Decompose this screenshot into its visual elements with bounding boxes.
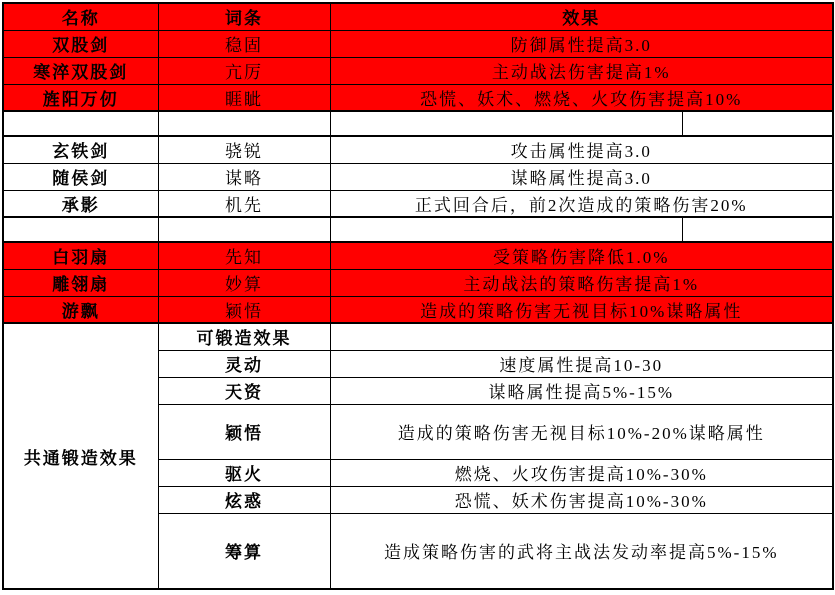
cell-entry: 灵动 — [158, 350, 330, 377]
cell-effect: 燃烧、火攻伤害提高10%-30% — [330, 459, 833, 486]
empty-cell — [330, 217, 682, 242]
cell-effect: 攻击属性提高3.0 — [330, 136, 833, 163]
cell-entry: 睚眦 — [158, 84, 330, 111]
cell-effect: 主动战法伤害提高1% — [330, 57, 833, 84]
empty-cell — [3, 111, 158, 136]
cell-entry: 亢厉 — [158, 57, 330, 84]
cell-effect: 主动战法的策略伤害提高1% — [330, 269, 833, 296]
cell-entry: 机先 — [158, 190, 330, 217]
cell-entry: 颖悟 — [158, 296, 330, 323]
cell-effect: 恐慌、妖术、燃烧、火攻伤害提高10% — [330, 84, 833, 111]
empty-cell — [330, 323, 833, 350]
cell-entry: 骁锐 — [158, 136, 330, 163]
cell-name: 雕翎扇 — [3, 269, 158, 296]
table-header-row — [3, 3, 833, 30]
cell-name: 旌阳万仞 — [3, 84, 158, 111]
cell-name: 寒淬双股剑 — [3, 57, 158, 84]
cell-entry: 先知 — [158, 242, 330, 269]
cell-effect: 恐慌、妖术伤害提高10%-30% — [330, 486, 833, 513]
cell-entry: 谋略 — [158, 163, 330, 190]
cell-entry: 稳固 — [158, 30, 330, 57]
cell-name: 白羽扇 — [3, 242, 158, 269]
header-effect: 效果 — [330, 3, 833, 30]
separator-row — [3, 111, 833, 136]
cell-entry: 驱火 — [158, 459, 330, 486]
header-entry: 词条 — [158, 3, 330, 30]
cell-name: 双股剑 — [3, 30, 158, 57]
common-forge-label: 共通锻造效果 — [3, 323, 158, 589]
cell-effect: 速度属性提高10-30 — [330, 350, 833, 377]
forge-subheader: 可锻造效果 — [158, 323, 330, 350]
table-row — [3, 136, 833, 163]
separator-row — [3, 217, 833, 242]
cell-entry: 妙算 — [158, 269, 330, 296]
cell-effect: 谋略属性提高3.0 — [330, 163, 833, 190]
table-row — [3, 30, 833, 57]
empty-cell — [158, 111, 330, 136]
empty-cell — [682, 217, 833, 242]
table-row — [3, 296, 833, 323]
cell-name: 玄铁剑 — [3, 136, 158, 163]
table-row — [3, 242, 833, 269]
empty-cell — [330, 111, 682, 136]
table-row — [3, 163, 833, 190]
cell-name: 游飘 — [3, 296, 158, 323]
empty-cell — [3, 217, 158, 242]
cell-entry: 筹算 — [158, 513, 330, 589]
cell-entry: 天资 — [158, 377, 330, 404]
table-row — [3, 57, 833, 84]
cell-entry: 炫惑 — [158, 486, 330, 513]
cell-effect: 造成的策略伤害无视目标10%-20%谋略属性 — [330, 404, 833, 459]
table-row — [3, 190, 833, 217]
empty-cell — [158, 217, 330, 242]
cell-effect: 受策略伤害降低1.0% — [330, 242, 833, 269]
table-row — [3, 84, 833, 111]
cell-name: 承影 — [3, 190, 158, 217]
cell-effect: 正式回合后，前2次造成的策略伤害20% — [330, 190, 833, 217]
cell-name: 随侯剑 — [3, 163, 158, 190]
cell-effect: 造成的策略伤害无视目标10%谋略属性 — [330, 296, 833, 323]
table-row — [3, 269, 833, 296]
cell-entry: 颖悟 — [158, 404, 330, 459]
header-name: 名称 — [3, 3, 158, 30]
empty-cell — [682, 111, 833, 136]
cell-effect: 造成策略伤害的武将主战法发动率提高5%-15% — [330, 513, 833, 589]
forge-table — [2, 2, 834, 590]
cell-effect: 谋略属性提高5%-15% — [330, 377, 833, 404]
cell-effect: 防御属性提高3.0 — [330, 30, 833, 57]
table-row — [3, 323, 833, 350]
